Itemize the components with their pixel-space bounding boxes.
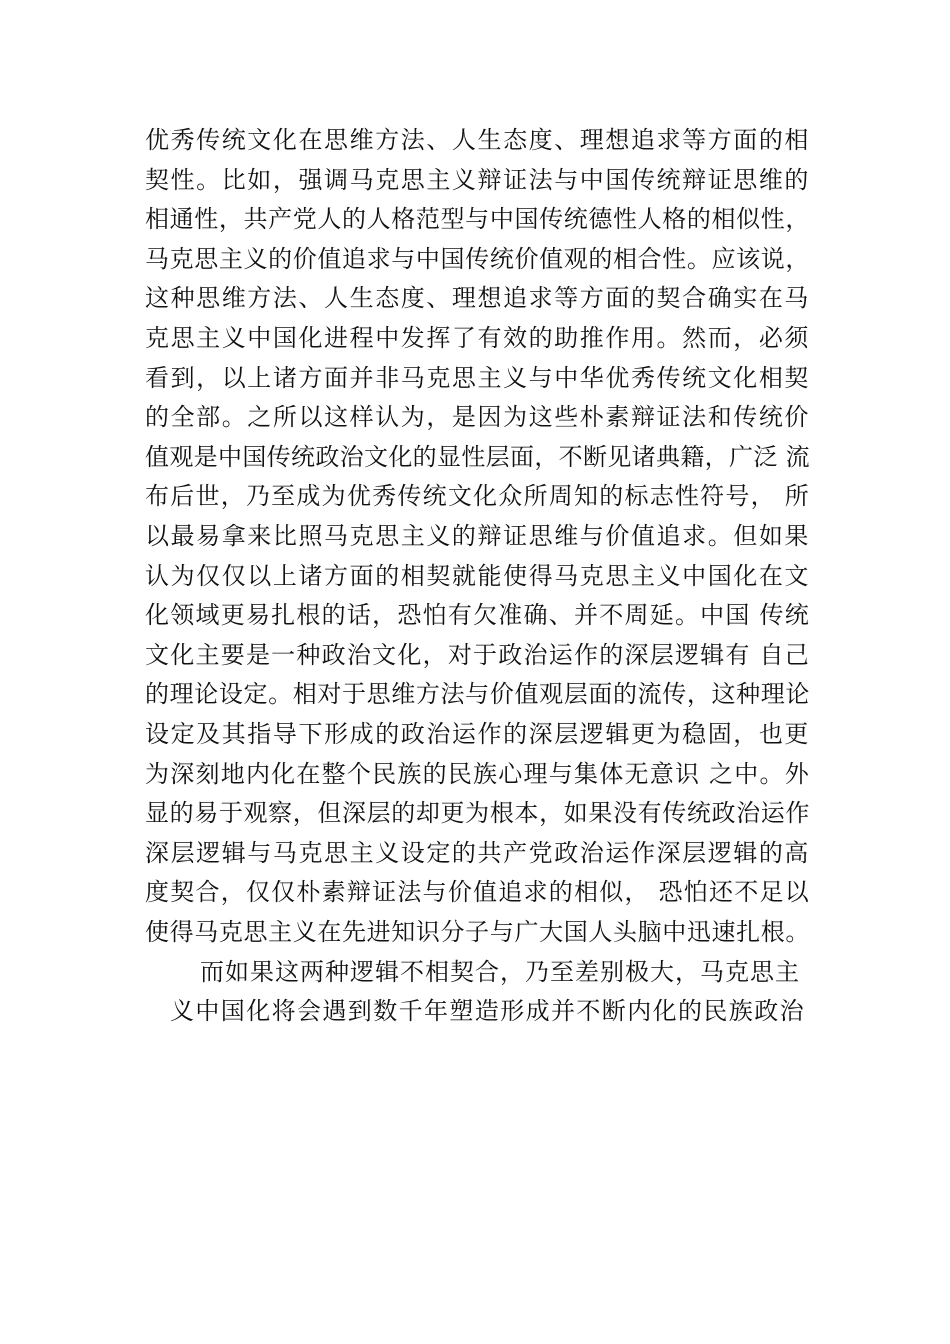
text-line: 度契合，仅仅朴素辩证法与价值追求的相似， 恐怕还不足以	[145, 878, 810, 907]
text-line: 深层逻辑与马克思主义设定的共产党政治运作深层逻辑的高	[145, 838, 810, 867]
text-line: 这种思维方法、人生态度、理想追求等方面的契合确实在马	[145, 284, 810, 313]
text-line: 化领域更易扎根的话，恐怕有欠准确、并不周延。中国 传统	[145, 601, 810, 630]
text-line: 义中国化将会遇到数千年塑造形成并不断内化的民族政治	[170, 997, 805, 1026]
text-line: 看到，以上诸方面并非马克思主义与中华优秀传统文化相契	[145, 363, 810, 392]
text-line: 优秀传统文化在思维方法、人生态度、理想追求等方面的相	[145, 126, 810, 154]
text-line: 以最易拿来比照马克思主义的辩证思维与价值追求。但如果	[145, 522, 810, 550]
text-line: 布后世，乃至成为优秀传统文化众所周知的标志性符号， 所	[145, 482, 810, 511]
text-line: 为深刻地内化在整个民族的民族心理与集体无意识 之中。外	[145, 759, 810, 788]
text-line: 的全部。之所以这样认为，是因为这些朴素辩证法和传统价	[145, 403, 810, 432]
text-line: 使得马克思主义在先进知识分子与广大国人头脑中迅速扎根。	[145, 918, 810, 946]
text-line: 设定及其指导下形成的政治运作的深层逻辑更为稳固，也更	[145, 720, 810, 748]
text-line: 契性。比如，强调马克思主义辩证法与中国传统辩证思维的	[145, 165, 810, 194]
text-line: 相通性，共产党人的人格范型与中国传统德性人格的相似性，	[145, 205, 810, 234]
text-line: 的理论设定。相对于思维方法与价值观层面的流传，这种理论	[145, 680, 810, 709]
text-line: 值观是中国传统政治文化的显性层面，不断见诸典籍，广泛 流	[145, 442, 810, 471]
text-line: 认为仅仅以上诸方面的相契就能使得马克思主义中国化在文	[145, 561, 810, 590]
text-line: 显的易于观察，但深层的却更为根本，如果没有传统政治运作	[145, 799, 810, 828]
text-line: 而如果这两种逻辑不相契合，乃至差别极大，马克思主	[200, 957, 800, 986]
text-line: 文化主要是一种政治文化，对于政治运作的深层逻辑有 自己	[145, 640, 810, 669]
text-line: 克思主义中国化进程中发挥了有效的助推作用。然而，必须	[145, 324, 810, 352]
text-line: 马克思主义的价值追求与中国传统价值观的相合性。应该说，	[145, 244, 810, 273]
